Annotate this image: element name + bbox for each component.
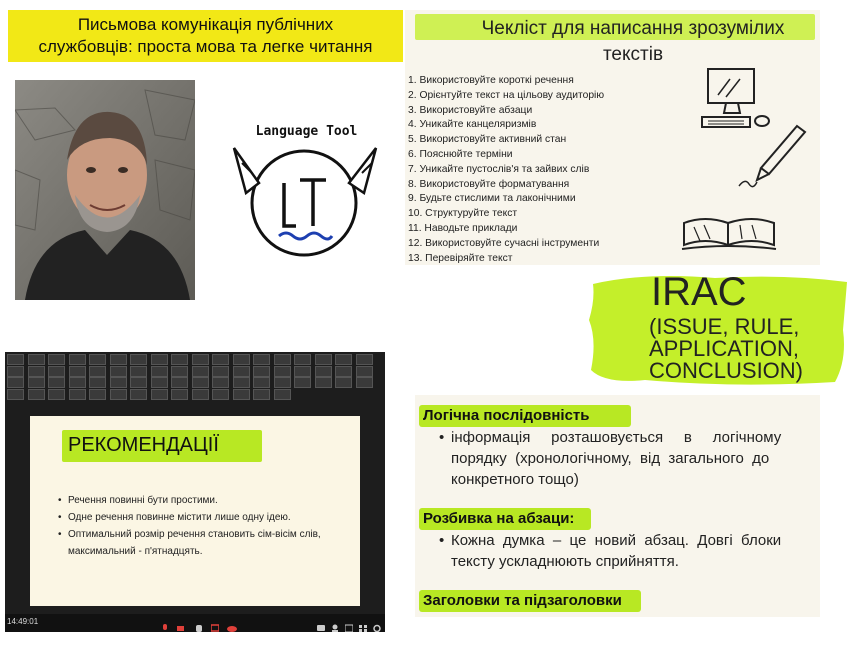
apps-icon[interactable] [359,618,367,627]
settings-gear-icon[interactable] [373,618,381,627]
participant-tile[interactable] [130,377,147,388]
participant-tile[interactable] [253,389,270,400]
participant-tile[interactable] [335,354,352,365]
participant-tile[interactable] [212,354,229,365]
participant-tile[interactable] [274,389,291,400]
language-tool-icon [224,118,389,263]
call-control-bar [5,614,385,632]
participant-tiles [7,354,383,402]
participants-icon[interactable] [331,618,339,627]
checklist-item: 1. Використовуйте короткі речення [408,75,574,86]
participant-tile[interactable] [356,377,373,388]
participant-tile[interactable] [274,377,291,388]
checklist-item: 2. Орієнтуйте текст на цільову аудиторію [408,89,605,101]
participant-tile[interactable] [151,354,168,365]
participant-tile[interactable] [48,389,65,400]
participant-tile[interactable] [110,377,127,388]
checklist-title-line-1: Чекліст для написання зрозумілих [481,18,785,39]
title-line-2: службовців: проста мова та легке читання [38,37,373,56]
text-line: порядку (хронологічному, від загального до [451,450,770,467]
video-call-window [5,352,385,632]
participant-tile[interactable] [110,389,127,400]
participant-tile[interactable] [48,354,65,365]
participant-tile[interactable] [69,354,86,365]
participant-tile[interactable] [28,389,45,400]
participant-tile[interactable] [192,366,209,377]
participant-tile[interactable] [69,366,86,377]
participant-tile[interactable] [130,389,147,400]
participant-tile[interactable] [294,377,311,388]
participant-tile[interactable] [110,366,127,377]
irac-title: IRAC [651,270,747,314]
participant-tile[interactable] [274,354,291,365]
checklist-item: 11. Наводьте приклади [408,222,518,234]
participant-tile[interactable] [89,354,106,365]
irac-subtitle [649,316,803,382]
slide-title: РЕКОМЕНДАЦІЇ [68,434,219,456]
participant-tile[interactable] [253,366,270,377]
title-text [8,14,403,58]
participant-tile[interactable] [171,377,188,388]
checklist-item: 13. Перевіряйте текст [408,252,513,264]
checklist-item: 8. Використовуйте форматування [408,178,570,190]
participant-tile[interactable] [7,377,24,388]
participant-tile[interactable] [7,389,24,400]
heading-logic: Логічна послідовність [423,407,590,424]
participant-tile[interactable] [171,366,188,377]
participant-tile[interactable] [151,389,168,400]
text-line: Кожна думка – це новий абзац. Довгі блоки [451,532,782,549]
checklist-item: 7. Уникайте пустослів'я та зайвих слів [408,163,590,175]
text-line: конкретного тощо) [451,471,579,488]
recommendations-list [58,492,358,560]
participant-tile[interactable] [356,366,373,377]
irac-sub-line: CONCLUSION) [649,358,804,383]
participant-tile[interactable] [212,366,229,377]
checklist-item: 10. Структуруйте текст [408,208,518,220]
checklist-item: 6. Пояснюйте терміни [408,148,513,160]
shared-slide [30,416,360,606]
participant-tile[interactable] [69,377,86,388]
participant-tile[interactable] [110,354,127,365]
participant-tile[interactable] [192,377,209,388]
checklist-item: 9. Будьте стислими та лаконічними [408,193,576,205]
pen-icon [735,122,810,192]
irac-box [585,268,850,390]
participant-tile[interactable] [89,389,106,400]
participant-tile[interactable] [233,377,250,388]
participant-tile[interactable] [151,377,168,388]
irac-sub-line: (ISSUE, RULE, [649,314,800,339]
portrait-photo [15,80,195,300]
person-photo-icon [15,80,195,300]
participant-tile[interactable] [356,354,373,365]
recommendation-item: • Оптимальний розмір речення становить сім-вісім слів, максимальний - п'ятнадцять. [58,526,358,560]
call-clock: 14:49:01 [7,617,39,626]
participant-tile[interactable] [315,354,332,365]
participant-tile[interactable] [48,377,65,388]
participant-tile[interactable] [7,366,24,377]
participant-tile[interactable] [7,354,24,365]
chat-icon[interactable] [317,618,325,627]
bullet-icon: • [439,532,445,549]
participant-tile[interactable] [233,354,250,365]
language-tool-name: Language Tool [255,124,358,139]
end-call-icon[interactable] [227,618,235,627]
heading-paragraphs: Розбивка на абзаци: [423,510,575,527]
book-icon [680,215,780,255]
checklist-item: 5. Використовуйте активний стан [408,134,567,146]
checklist-item: 3. Використовуйте абзаци [408,104,533,116]
activities-icon[interactable] [345,618,353,627]
participant-tile[interactable] [233,389,250,400]
text-line: інформація розташовується в логічному [451,429,782,446]
participant-tile[interactable] [69,389,86,400]
participant-tile[interactable] [294,366,311,377]
participant-tile[interactable] [130,354,147,365]
participant-tile[interactable] [212,377,229,388]
participant-tile[interactable] [171,389,188,400]
raise-hand-icon[interactable] [195,618,203,627]
checklist-item: 12. Використовуйте сучасні інструменти [408,237,600,249]
recommendation-item: • Одне речення повинне містити лише одну ідею. [58,509,358,526]
checklist-item: 4. Уникайте канцеляризмів [408,119,537,131]
participant-tile[interactable] [151,366,168,377]
language-tool-logo [224,118,389,263]
writing-tips-panel [415,395,820,617]
camera-off-icon[interactable] [177,618,185,627]
title-banner [8,10,403,62]
checklist-list [408,74,604,266]
bullet-icon: • [439,429,445,446]
checklist-panel [405,10,820,265]
participant-tile[interactable] [253,354,270,365]
participant-tile[interactable] [192,389,209,400]
participant-tile[interactable] [89,366,106,377]
checklist-title [443,16,823,65]
paragraph-paragraphs [451,530,811,572]
checklist-title-line-2: текстів [602,44,664,65]
participant-tile[interactable] [130,366,147,377]
participant-tile[interactable] [315,366,332,377]
participant-tile[interactable] [28,377,45,388]
participant-tile[interactable] [294,354,311,365]
participant-tile[interactable] [253,377,270,388]
title-line-1: Письмова комунікація публічних [77,15,334,34]
participant-tile[interactable] [28,354,45,365]
recommendation-item: • Речення повинні бути простими. [58,492,358,509]
participant-tile[interactable] [335,377,352,388]
participant-tile[interactable] [28,366,45,377]
mic-off-icon[interactable] [161,618,169,627]
participant-tile[interactable] [48,366,65,377]
participant-tile[interactable] [315,377,332,388]
paragraph-logic [451,427,811,490]
text-line: тексту ускладнюють сприйняття. [451,553,679,570]
participant-tile[interactable] [212,389,229,400]
participant-tile[interactable] [274,366,291,377]
participant-tile[interactable] [89,377,106,388]
participant-tile[interactable] [233,366,250,377]
irac-sub-line: APPLICATION, [649,336,799,361]
share-screen-icon[interactable] [211,618,219,627]
participant-tile[interactable] [192,354,209,365]
participant-tile[interactable] [171,354,188,365]
participant-tile[interactable] [335,366,352,377]
heading-headings: Заголовки та підзаголовки [423,592,622,609]
